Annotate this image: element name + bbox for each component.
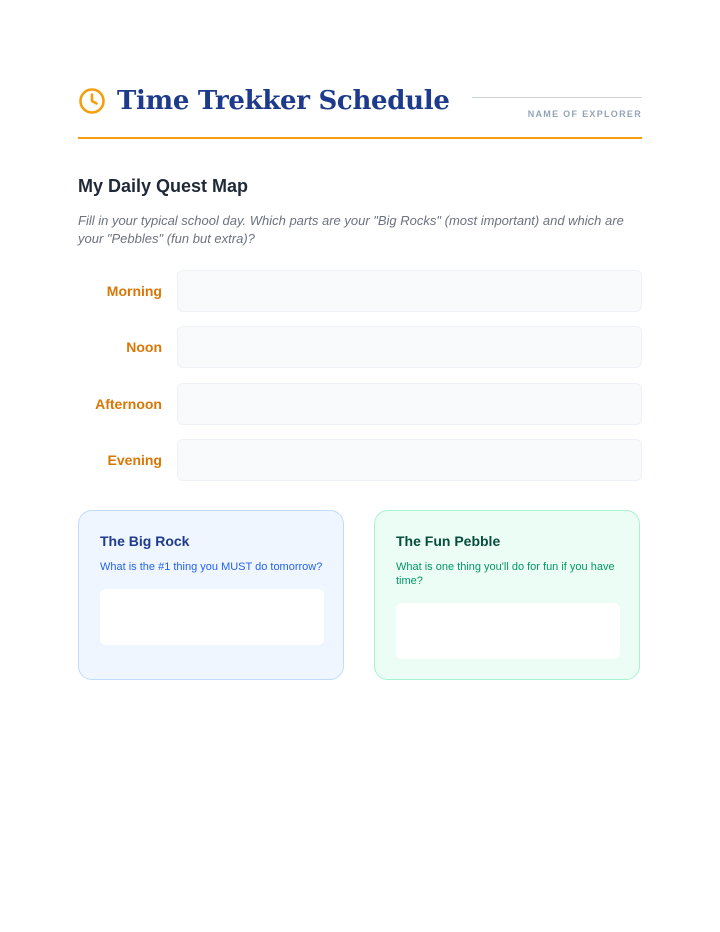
- schedule-input[interactable]: [177, 270, 642, 312]
- big-rock-card: [78, 510, 344, 680]
- fun-pebble-title: The Fun Pebble: [396, 533, 501, 549]
- schedule-label: Noon: [126, 339, 162, 355]
- schedule-input[interactable]: [177, 383, 642, 425]
- schedule-row-evening: [78, 439, 642, 481]
- schedule-label: Afternoon: [95, 396, 162, 412]
- schedule-input[interactable]: [177, 326, 642, 368]
- fun-pebble-prompt: What is one thing you'll do for fun if you have time?: [396, 561, 615, 587]
- schedule-input[interactable]: [177, 439, 642, 481]
- header: [78, 84, 642, 138]
- big-rock-title: The Big Rock: [100, 533, 190, 549]
- instructions-text: Fill in your typical school day. Which parts are your "Big Rocks" (most important) and which are your "Pebbles" (fun but extra)?: [78, 213, 624, 246]
- big-rock-answer[interactable]: [100, 589, 324, 645]
- header-divider: [78, 137, 642, 139]
- schedule-row-afternoon: [78, 383, 642, 425]
- section-title: My Daily Quest Map: [78, 176, 249, 196]
- schedule-label: Morning: [106, 283, 162, 299]
- page-title: Time Trekker Schedule: [117, 86, 450, 116]
- clock-icon: [78, 87, 106, 115]
- schedule-row-noon: [78, 326, 642, 368]
- big-rock-prompt: What is the #1 thing you MUST do tomorrow?: [100, 561, 323, 573]
- schedule-row-morning: [78, 270, 642, 312]
- explorer-name-field[interactable]: [472, 97, 642, 98]
- schedule-label: Evening: [107, 452, 162, 468]
- fun-pebble-answer[interactable]: [396, 603, 620, 659]
- fun-pebble-card: [374, 510, 640, 680]
- explorer-name-label: NAME OF EXPLORER: [527, 109, 642, 119]
